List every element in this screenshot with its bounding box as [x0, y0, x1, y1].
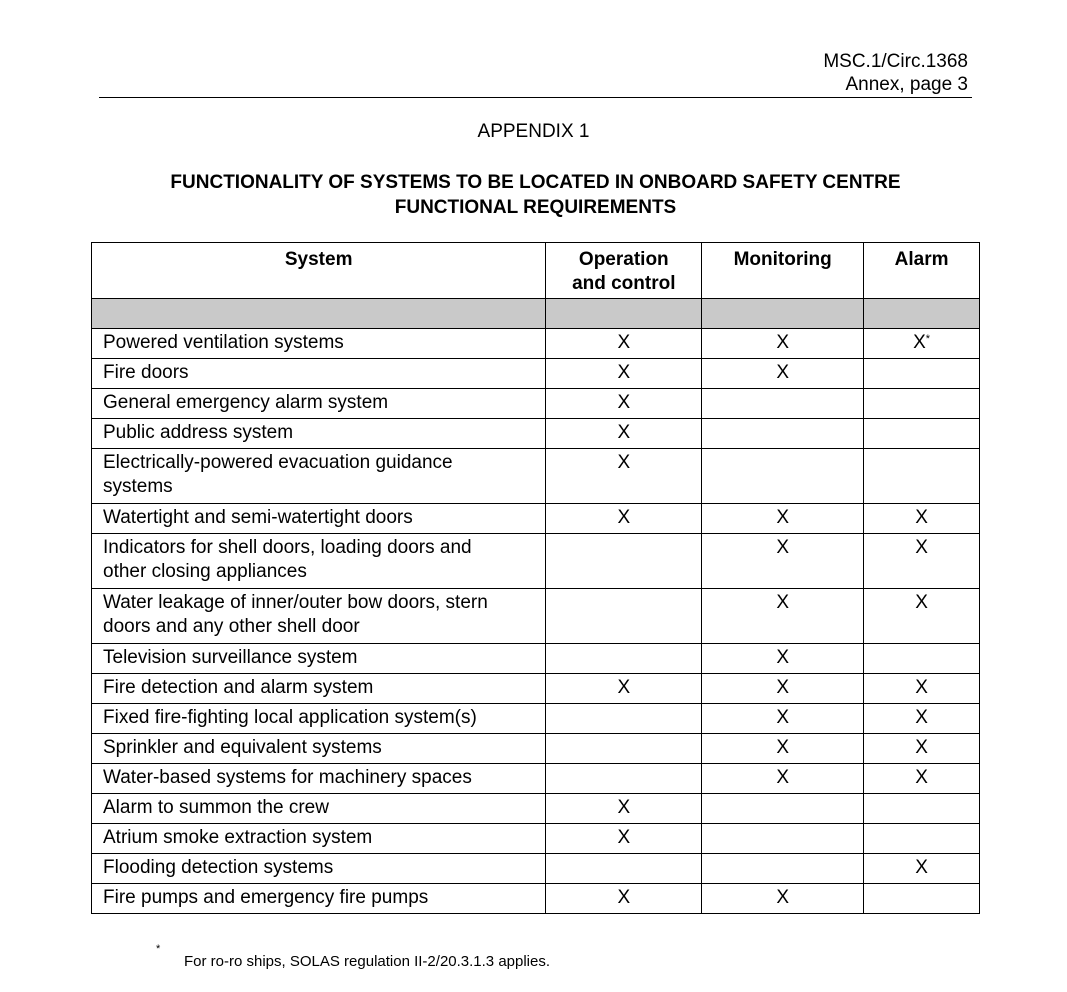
operation-cell: X [546, 419, 702, 449]
table-row [92, 674, 980, 704]
table-header-row [92, 243, 980, 299]
operation-cell: X [546, 329, 702, 359]
monitoring-cell [702, 419, 864, 449]
monitoring-cell [702, 449, 864, 504]
header-monitoring: Monitoring [702, 243, 864, 299]
table-row [92, 449, 980, 504]
footnote-marker: * [156, 943, 161, 955]
operation-cell: X [546, 449, 702, 504]
monitoring-cell: X [702, 734, 864, 764]
monitoring-cell: X [702, 764, 864, 794]
footnote-reference: * [925, 333, 931, 345]
monitoring-cell: X [702, 359, 864, 389]
system-cell: Electrically-powered evacuation guidance systems [92, 449, 546, 504]
operation-cell [546, 854, 702, 884]
table-row [92, 734, 980, 764]
page-reference: Annex, page 3 [845, 74, 968, 95]
system-cell: General emergency alarm system [92, 389, 546, 419]
monitoring-cell: X [702, 884, 864, 914]
table-row [92, 534, 980, 589]
alarm-cell [864, 419, 980, 449]
alarm-cell [864, 794, 980, 824]
operation-cell [546, 704, 702, 734]
system-cell: Powered ventilation systems [92, 329, 546, 359]
alarm-cell: X [864, 854, 980, 884]
system-cell: Flooding detection systems [92, 854, 546, 884]
monitoring-cell [702, 794, 864, 824]
alarm-cell [864, 824, 980, 854]
monitoring-cell: X [702, 674, 864, 704]
operation-cell: X [546, 389, 702, 419]
system-cell: Fire detection and alarm system [92, 674, 546, 704]
monitoring-cell: X [702, 704, 864, 734]
alarm-cell: X [864, 674, 980, 704]
monitoring-cell [702, 854, 864, 884]
table-row [92, 589, 980, 644]
appendix-label: APPENDIX 1 [477, 121, 590, 142]
operation-cell [546, 764, 702, 794]
system-cell: Water-based systems for machinery spaces [92, 764, 546, 794]
alarm-cell: X [864, 704, 980, 734]
alarm-cell: X [864, 589, 980, 644]
system-cell: Sprinkler and equivalent systems [92, 734, 546, 764]
alarm-cell [864, 644, 980, 674]
operation-cell [546, 534, 702, 589]
operation-cell: X [546, 824, 702, 854]
table-row [92, 824, 980, 854]
monitoring-cell: X [702, 589, 864, 644]
table-row [92, 854, 980, 884]
operation-cell: X [546, 884, 702, 914]
monitoring-cell: X [702, 504, 864, 534]
system-cell: Alarm to summon the crew [92, 794, 546, 824]
operation-cell: X [546, 794, 702, 824]
header-system: System [92, 243, 546, 299]
document-header [823, 50, 968, 96]
system-cell: Fixed fire-fighting local application system(s) [92, 704, 546, 734]
operation-cell [546, 644, 702, 674]
monitoring-cell [702, 824, 864, 854]
header-operation-control: Operation and control [546, 243, 702, 299]
monitoring-cell: X [702, 329, 864, 359]
shaded-spacer-row [92, 299, 980, 329]
system-cell: Atrium smoke extraction system [92, 824, 546, 854]
system-cell: Water leakage of inner/outer bow doors, stern doors and any other shell door [92, 589, 546, 644]
monitoring-cell [702, 389, 864, 419]
table-row [92, 644, 980, 674]
operation-cell: X [546, 674, 702, 704]
alarm-cell [864, 389, 980, 419]
monitoring-cell: X [702, 534, 864, 589]
alarm-cell [864, 449, 980, 504]
alarm-cell: X [864, 534, 980, 589]
table-row [92, 884, 980, 914]
title-line-1: FUNCTIONALITY OF SYSTEMS TO BE LOCATED IN ONBOARD SAFETY CENTRE [170, 172, 901, 193]
document-title [0, 170, 1067, 220]
title-line-2: FUNCTIONAL REQUIREMENTS [394, 197, 677, 218]
alarm-cell: X [864, 734, 980, 764]
operation-cell: X [546, 504, 702, 534]
table-row [92, 504, 980, 534]
table-row [92, 794, 980, 824]
table-row [92, 419, 980, 449]
requirements-table [91, 242, 980, 914]
system-cell: Fire pumps and emergency fire pumps [92, 884, 546, 914]
table-row [92, 329, 980, 359]
footnote-text: For ro-ro ships, SOLAS regulation II-2/20.3.1.3 applies. [184, 953, 551, 970]
system-cell: Fire doors [92, 359, 546, 389]
alarm-cell: X [864, 504, 980, 534]
system-cell: Watertight and semi-watertight doors [92, 504, 546, 534]
table-row [92, 389, 980, 419]
header-divider [99, 97, 972, 98]
alarm-cell [864, 359, 980, 389]
operation-cell [546, 734, 702, 764]
operation-cell: X [546, 359, 702, 389]
system-cell: Indicators for shell doors, loading doors and other closing appliances [92, 534, 546, 589]
header-alarm: Alarm [864, 243, 980, 299]
alarm-cell [864, 884, 980, 914]
alarm-cell: X* [864, 329, 980, 359]
table-row [92, 359, 980, 389]
operation-cell [546, 589, 702, 644]
monitoring-cell: X [702, 644, 864, 674]
alarm-cell: X [864, 764, 980, 794]
table-row [92, 704, 980, 734]
system-cell: Public address system [92, 419, 546, 449]
document-reference: MSC.1/Circ.1368 [823, 51, 968, 72]
table-row [92, 764, 980, 794]
system-cell: Television surveillance system [92, 644, 546, 674]
